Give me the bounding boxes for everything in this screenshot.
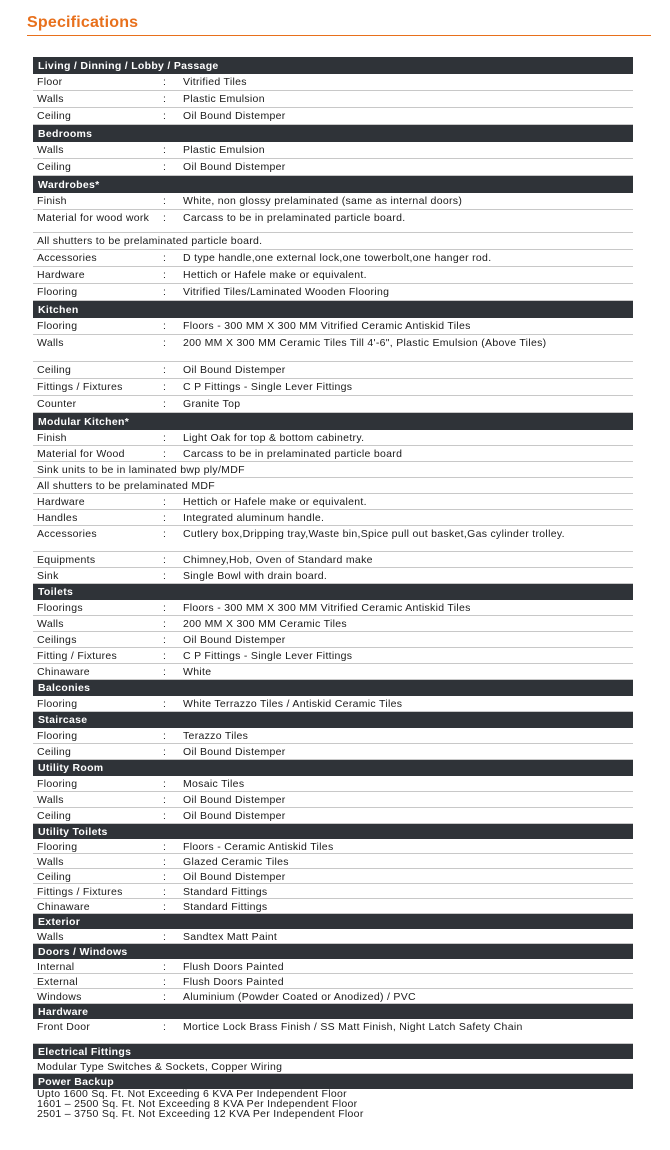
spec-label: Walls [37, 144, 64, 156]
spec-separator: : [163, 381, 167, 393]
spec-value: Sandtex Matt Paint [183, 931, 278, 943]
spec-label: Finish [37, 195, 67, 207]
spec-label: Flooring [37, 286, 78, 298]
spec-row [33, 193, 633, 210]
spec-row [33, 600, 633, 616]
spec-row [33, 664, 633, 680]
spec-row [33, 808, 633, 824]
spec-separator: : [163, 602, 167, 614]
spec-row [33, 989, 633, 1004]
spec-row [33, 494, 633, 510]
spec-row [33, 869, 633, 884]
spec-value: Oil Bound Distemper [183, 746, 286, 758]
section-header: Exterior [33, 914, 633, 929]
spec-value: D type handle,one external lock,one towerbolt,one hanger rod. [183, 252, 492, 264]
spec-separator: : [163, 634, 167, 646]
spec-value: Flush Doors Painted [183, 961, 284, 973]
spec-value: C P Fittings - Single Lever Fittings [183, 650, 353, 662]
spec-value: Oil Bound Distemper [183, 110, 286, 122]
spec-label: Front Door [37, 1021, 91, 1033]
spec-row [33, 250, 633, 267]
spec-row [33, 568, 633, 584]
spec-label: Floor [37, 76, 63, 88]
section-header: Electrical Fittings [33, 1044, 633, 1059]
spec-label: Finish [37, 432, 67, 444]
spec-row [33, 792, 633, 808]
spec-label: Ceiling [37, 161, 72, 173]
spec-separator: : [163, 841, 167, 853]
spec-separator: : [163, 778, 167, 790]
spec-row [33, 446, 633, 462]
spec-row [33, 648, 633, 664]
spec-label: All shutters to be prelaminated particle board. [37, 235, 263, 247]
spec-label: Chinaware [37, 901, 90, 913]
spec-value: Hettich or Hafele make or equivalent. [183, 496, 367, 508]
spec-value: Chimney,Hob, Oven of Standard make [183, 554, 373, 566]
spec-separator: : [163, 161, 167, 173]
spec-separator: : [163, 528, 167, 540]
spec-separator: : [163, 448, 167, 460]
spec-label: 1601 – 2500 Sq. Ft. Not Exceeding 8 KVA Per Independent Floor [37, 1098, 358, 1110]
spec-value: Carcass to be in prelaminated particle board. [183, 212, 406, 224]
spec-label: Upto 1600 Sq. Ft. Not Exceeding 6 KVA Per Independent Floor [37, 1088, 347, 1100]
spec-row [33, 318, 633, 335]
spec-separator: : [163, 110, 167, 122]
spec-row [33, 728, 633, 744]
section-header: Utility Room [33, 760, 633, 776]
spec-row [33, 884, 633, 899]
specifications-table [33, 57, 633, 1121]
spec-row [33, 462, 633, 478]
spec-row [33, 108, 633, 125]
spec-separator: : [163, 432, 167, 444]
spec-row [33, 210, 633, 233]
spec-separator: : [163, 337, 167, 349]
spec-row [33, 974, 633, 989]
spec-value: Flush Doors Painted [183, 976, 284, 988]
spec-separator: : [163, 901, 167, 913]
section-header: Modular Kitchen* [33, 413, 633, 430]
spec-value: Plastic Emulsion [183, 93, 265, 105]
spec-row [33, 142, 633, 159]
spec-separator: : [163, 554, 167, 566]
spec-row [33, 267, 633, 284]
spec-label: Modular Type Switches & Sockets, Copper Wiring [37, 1061, 283, 1073]
spec-separator: : [163, 76, 167, 88]
spec-separator: : [163, 618, 167, 630]
spec-label: Internal [37, 961, 75, 973]
spec-separator: : [163, 496, 167, 508]
spec-value: Oil Bound Distemper [183, 161, 286, 173]
spec-row [33, 1059, 633, 1074]
spec-label: 2501 – 3750 Sq. Ft. Not Exceeding 12 KVA Per Independent Floor [37, 1108, 364, 1120]
spec-label: Ceiling [37, 746, 72, 758]
spec-label: Ceiling [37, 364, 72, 376]
spec-label: Sink [37, 570, 59, 582]
spec-row [33, 510, 633, 526]
spec-separator: : [163, 570, 167, 582]
spec-label: Accessories [37, 252, 97, 264]
spec-row [33, 744, 633, 760]
spec-row [33, 362, 633, 379]
spec-label: Fitting / Fixtures [37, 650, 118, 662]
spec-label: Counter [37, 398, 77, 410]
spec-row [33, 1019, 633, 1044]
spec-value: Plastic Emulsion [183, 144, 265, 156]
spec-label: Ceiling [37, 871, 72, 883]
spec-value: Mosaic Tiles [183, 778, 245, 790]
spec-label: Walls [37, 93, 64, 105]
section-header: Toilets [33, 584, 633, 600]
spec-label: Sink units to be in laminated bwp ply/MDF [37, 464, 245, 476]
spec-separator: : [163, 698, 167, 710]
section-header: Balconies [33, 680, 633, 696]
spec-separator: : [163, 991, 167, 1003]
section-header: Bedrooms [33, 125, 633, 142]
spec-row [33, 284, 633, 301]
spec-label: Fittings / Fixtures [37, 381, 123, 393]
spec-value: Single Bowl with drain board. [183, 570, 328, 582]
spec-label: Flooring [37, 778, 78, 790]
spec-value: Light Oak for top & bottom cabinetry. [183, 432, 365, 444]
spec-row [33, 1109, 633, 1121]
spec-separator: : [163, 871, 167, 883]
spec-row [33, 159, 633, 176]
spec-separator: : [163, 252, 167, 264]
spec-separator: : [163, 794, 167, 806]
spec-row [33, 899, 633, 914]
spec-value: Mortice Lock Brass Finish / SS Matt Finish, Night Latch Safety Chain [183, 1021, 523, 1033]
spec-row [33, 233, 633, 250]
spec-label: Floorings [37, 602, 83, 614]
spec-row [33, 959, 633, 974]
section-header: Power Backup [33, 1074, 633, 1089]
spec-label: Ceiling [37, 810, 72, 822]
spec-separator: : [163, 650, 167, 662]
spec-separator: : [163, 212, 167, 224]
section-header: Staircase [33, 712, 633, 728]
spec-label: Windows [37, 991, 82, 1003]
spec-label: Flooring [37, 320, 78, 332]
spec-row [33, 526, 633, 552]
spec-label: Ceilings [37, 634, 77, 646]
spec-separator: : [163, 886, 167, 898]
spec-separator: : [163, 269, 167, 281]
section-header: Kitchen [33, 301, 633, 318]
spec-label: Walls [37, 618, 64, 630]
spec-value: Floors - Ceramic Antiskid Tiles [183, 841, 334, 853]
spec-label: Hardware [37, 269, 85, 281]
spec-separator: : [163, 195, 167, 207]
spec-row [33, 839, 633, 854]
spec-row [33, 379, 633, 396]
spec-row [33, 854, 633, 869]
title-divider [27, 35, 651, 36]
spec-separator: : [163, 512, 167, 524]
spec-label: Walls [37, 337, 64, 349]
spec-value: Standard Fittings [183, 886, 268, 898]
spec-value: White, non glossy prelaminated (same as internal doors) [183, 195, 463, 207]
spec-label: Equipments [37, 554, 96, 566]
spec-separator: : [163, 666, 167, 678]
spec-separator: : [163, 856, 167, 868]
spec-value: 200 MM X 300 MM Ceramic Tiles [183, 618, 347, 630]
spec-label: Material for wood work [37, 212, 150, 224]
spec-row [33, 335, 633, 362]
spec-label: Material for Wood [37, 448, 125, 460]
spec-separator: : [163, 93, 167, 105]
section-header: Utility Toilets [33, 824, 633, 839]
section-header: Doors / Windows [33, 944, 633, 959]
spec-separator: : [163, 976, 167, 988]
spec-value: Floors - 300 MM X 300 MM Vitrified Ceramic Antiskid Tiles [183, 602, 471, 614]
spec-label: External [37, 976, 78, 988]
spec-row [33, 776, 633, 792]
spec-value: Glazed Ceramic Tiles [183, 856, 289, 868]
section-header: Living / Dinning / Lobby / Passage [33, 57, 633, 74]
spec-value: Oil Bound Distemper [183, 810, 286, 822]
spec-value: Vitrified Tiles/Laminated Wooden Flooring [183, 286, 390, 298]
spec-row [33, 396, 633, 413]
spec-value: White Terrazzo Tiles / Antiskid Ceramic Tiles [183, 698, 403, 710]
section-header: Wardrobes* [33, 176, 633, 193]
spec-label: Fittings / Fixtures [37, 886, 123, 898]
spec-value: Oil Bound Distemper [183, 794, 286, 806]
spec-label: All shutters to be prelaminated MDF [37, 480, 215, 492]
spec-separator: : [163, 320, 167, 332]
spec-value: Oil Bound Distemper [183, 634, 286, 646]
spec-value: Integrated aluminum handle. [183, 512, 325, 524]
spec-separator: : [163, 746, 167, 758]
spec-value: C P Fittings - Single Lever Fittings [183, 381, 353, 393]
spec-separator: : [163, 730, 167, 742]
spec-separator: : [163, 398, 167, 410]
spec-label: Walls [37, 856, 64, 868]
spec-value: Floors - 300 MM X 300 MM Vitrified Ceramic Antiskid Tiles [183, 320, 471, 332]
spec-separator: : [163, 810, 167, 822]
spec-row [33, 91, 633, 108]
spec-row [33, 552, 633, 568]
spec-label: Walls [37, 794, 64, 806]
spec-label: Flooring [37, 730, 78, 742]
spec-separator: : [163, 931, 167, 943]
spec-value: Oil Bound Distemper [183, 871, 286, 883]
spec-value: Hettich or Hafele make or equivalent. [183, 269, 367, 281]
spec-value: Carcass to be in prelaminated particle board [183, 448, 403, 460]
spec-separator: : [163, 1021, 167, 1033]
spec-row [33, 929, 633, 944]
spec-separator: : [163, 364, 167, 376]
spec-row [33, 696, 633, 712]
spec-value: Cutlery box,Dripping tray,Waste bin,Spice pull out basket,Gas cylinder trolley. [183, 528, 565, 540]
spec-value: Terazzo Tiles [183, 730, 249, 742]
spec-value: Oil Bound Distemper [183, 364, 286, 376]
spec-row [33, 632, 633, 648]
spec-label: Handles [37, 512, 78, 524]
spec-separator: : [163, 286, 167, 298]
spec-label: Chinaware [37, 666, 90, 678]
spec-label: Ceiling [37, 110, 72, 122]
section-header: Hardware [33, 1004, 633, 1019]
spec-label: Flooring [37, 698, 78, 710]
spec-row [33, 616, 633, 632]
spec-label: Hardware [37, 496, 85, 508]
spec-value: Vitrified Tiles [183, 76, 247, 88]
spec-value: Granite Top [183, 398, 241, 410]
spec-row [33, 478, 633, 494]
spec-row [33, 74, 633, 91]
spec-separator: : [163, 961, 167, 973]
spec-label: Accessories [37, 528, 97, 540]
spec-value: Standard Fittings [183, 901, 268, 913]
spec-label: Flooring [37, 841, 78, 853]
spec-row [33, 430, 633, 446]
spec-separator: : [163, 144, 167, 156]
spec-value: White [183, 666, 212, 678]
spec-label: Walls [37, 931, 64, 943]
spec-value: Aluminium (Powder Coated or Anodized) / PVC [183, 991, 416, 1003]
spec-value: 200 MM X 300 MM Ceramic Tiles Till 4'-6", Plastic Emulsion (Above Tiles) [183, 337, 547, 349]
page-title: Specifications [27, 14, 139, 31]
